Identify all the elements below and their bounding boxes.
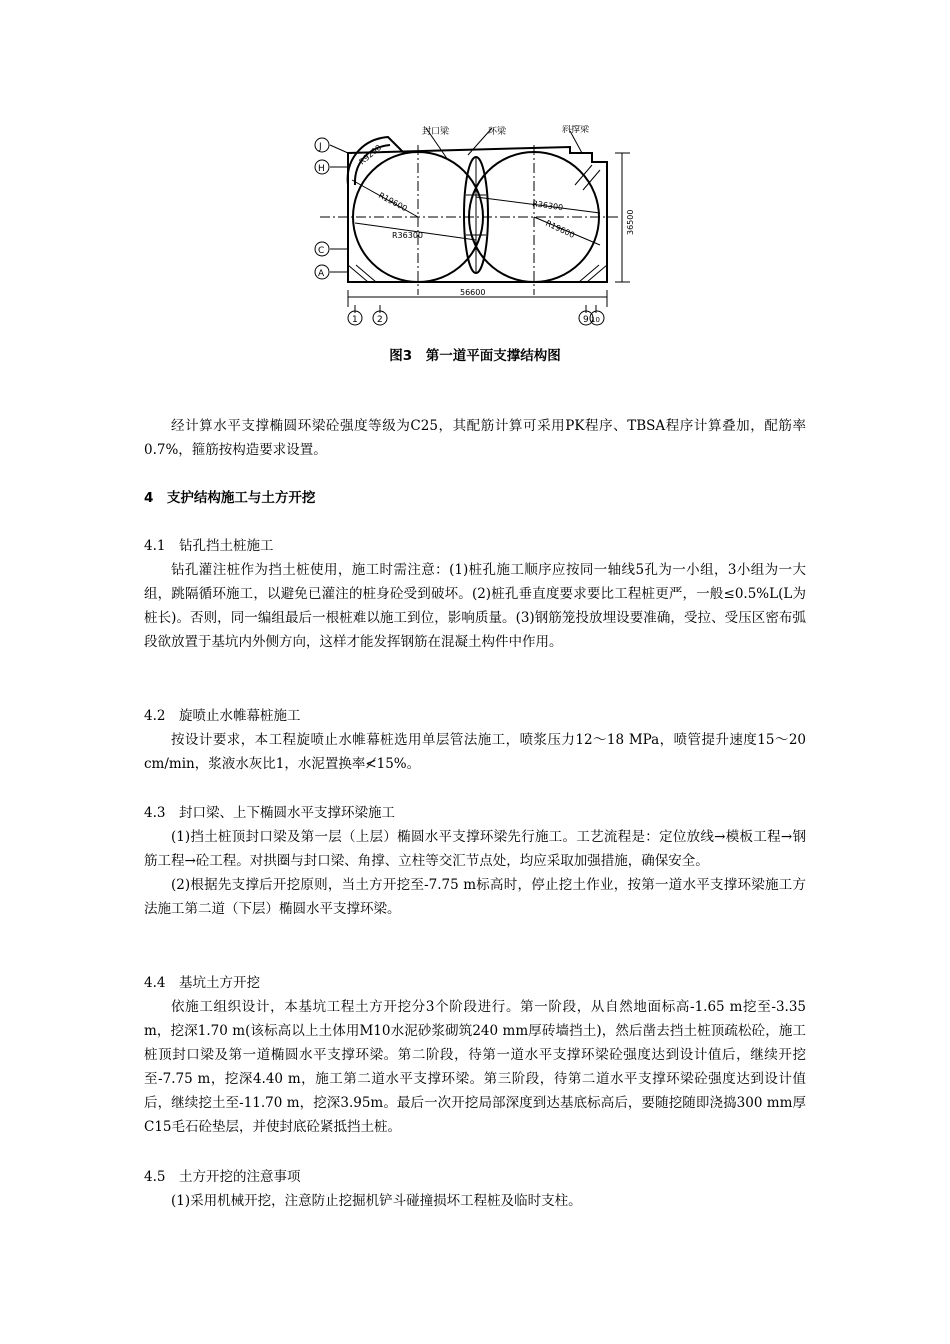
- section-4: [144, 486, 806, 510]
- label-r9200: R9200: [357, 142, 384, 167]
- label-r19600-right: R19600: [544, 218, 577, 240]
- label-xiecheliang: 斜撑梁: [562, 125, 590, 135]
- axis-J: J: [319, 142, 322, 152]
- section-4-2: [144, 704, 806, 776]
- axis-9: 9: [583, 315, 589, 325]
- paragraph-4-3-b: (2)根据先支撑后开挖原则，当土方开挖至-7.75 m标高时，停止挖土作业，按第一道水平支撑环梁施工方法施工第二道（下层）椭圆水平支撑环梁。: [144, 877, 806, 917]
- paragraph-4-4: 依施工组织设计，本基坑工程土方开挖分3个阶段进行。第一阶段，从自然地面标高-1.65 m挖至-3.35 m，挖深1.70 m(该标高以上土体用M10水泥砂浆砌筑240 mm厚砖墙挡土)，然后凿去挡土桩顶疏松砼，施工桩顶封口梁及第一道椭圆水平支撑环梁。第二阶段，待第一道水平支撑环梁砼强度达到设计值后，继续开挖至-7.75 m，挖深4.40 m，施工第二道水平支撑环梁。第三阶段，待第二道水平支撑环梁砼强度达到设计值后，继续挖土至-11.70 m，挖深3.95m。最后一次开挖局部深度到达基底标高后，要随挖随即浇捣300 mm厚C15毛石砼垫层，并使封底砼紧抵挡土桩。: [144, 999, 806, 1135]
- section-4-3: [144, 801, 806, 921]
- heading-4-2: 4.2 旋喷止水帷幕桩施工: [144, 708, 301, 724]
- paragraph-4-2: 按设计要求，本工程旋喷止水帷幕桩选用单层管法施工，喷浆压力12～18 MPa，喷管提升速度15～20 cm/min，浆液水灰比1，水泥置换率≮15%。: [144, 732, 806, 772]
- label-huanliang: 环梁: [488, 127, 507, 137]
- axis-2: 2: [377, 315, 383, 325]
- heading-4-5: 4.5 土方开挖的注意事项: [144, 1169, 301, 1185]
- paragraph-4-1: 钻孔灌注桩作为挡土桩使用，施工时需注意：(1)桩孔施工顺序应按同一轴线5孔为一小组，3小组为一大组，跳隔循环施工，以避免已灌注的桩身砼受到破坏。(2)桩孔垂直度要求要比工程桩更严，一般≤0.5%L(L为桩长)。否则，同一编组最后一根桩难以施工到位，影响质量。(3)钢筋笼投放埋设要准确，受拉、受压区密布弧段欲放置于基坑内外侧方向，这样才能发挥钢筋在混凝土构件中作用。: [144, 562, 806, 650]
- label-r36300-right: R36300: [531, 199, 564, 213]
- heading-4-1: 4.1 钻孔挡土桩施工: [144, 538, 274, 554]
- outer-boundary: [348, 147, 607, 282]
- paragraph-4-5: (1)采用机械开挖，注意防止挖掘机铲斗碰撞损坏工程桩及临时支柱。: [171, 1193, 582, 1209]
- axis-10: 10: [591, 316, 600, 324]
- axis-A: A: [318, 269, 325, 279]
- figure-caption: 图3 第一道平面支撑结构图: [389, 348, 561, 364]
- heading-4: 4 支护结构施工与土方开挖: [144, 490, 316, 506]
- plan-drawing: [300, 125, 650, 330]
- axis-H: H: [318, 164, 325, 174]
- section-4-1: [144, 534, 806, 654]
- label-fengkouliang: 封口梁: [422, 127, 450, 137]
- support-structure-figure: [300, 125, 650, 330]
- paragraph-c25: 经计算水平支撑椭圆环梁砼强度等级为C25，其配筋计算可采用PK程序、TBSA程序计算叠加，配筋率0.7%，箍筋按构造要求设置。: [144, 418, 806, 458]
- heading-4-4: 4.4 基坑土方开挖: [144, 975, 260, 991]
- body-text: [144, 414, 806, 462]
- heading-4-3: 4.3 封口梁、上下椭圆水平支撑环梁施工: [144, 805, 395, 821]
- label-r19600-left: R19600: [377, 190, 409, 214]
- paragraph-4-3-a: (1)挡土桩顶封口梁及第一层（上层）椭圆水平支撑环梁先行施工。工艺流程是：定位放线→模板工程→钢筋工程→砼工程。对拱圈与封口梁、角撑、立柱等交汇节点处，均应采取加强措施，确保安全。: [144, 829, 806, 869]
- label-dim-width: 56600: [460, 288, 486, 297]
- axis-C: C: [318, 246, 325, 256]
- axis-1: 1: [352, 315, 358, 325]
- label-r36300-left: R36300: [392, 231, 424, 240]
- label-dim-height: 36500: [626, 209, 635, 235]
- section-4-5: [144, 1165, 806, 1213]
- section-4-4: [144, 971, 806, 1139]
